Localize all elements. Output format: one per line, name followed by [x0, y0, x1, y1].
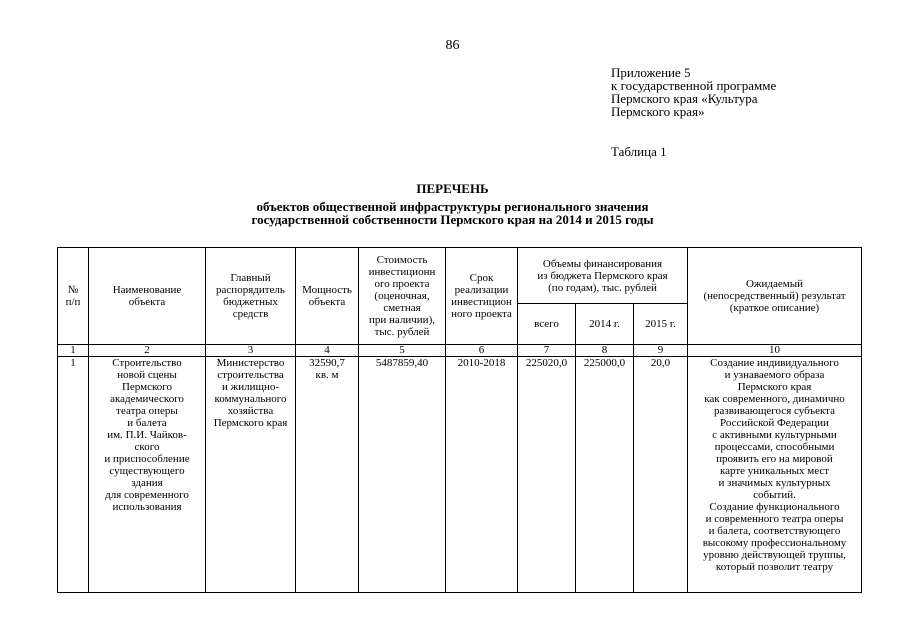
budget-manager [206, 357, 296, 593]
object-name [89, 357, 206, 593]
header-manager [206, 248, 296, 345]
result-line: и значимых культурных [718, 477, 831, 489]
result-line: с активными культурными [712, 429, 837, 441]
object-name-line: театра оперы [116, 405, 178, 417]
header-text: Наименование [112, 284, 182, 296]
column-number: 9 [634, 345, 688, 357]
header-num [58, 248, 89, 345]
project-cost: 5487859,40 [359, 357, 446, 593]
header-text: инвестиционн [368, 266, 436, 278]
header-cost [359, 248, 446, 345]
result-line: развивающегося субъекта [713, 405, 836, 417]
header-text: инвестицион [451, 296, 512, 308]
header-text: (по годам), тыс. рублей [548, 281, 657, 294]
capacity-unit: кв. м [315, 369, 339, 381]
funding-2014: 225000,0 [576, 357, 634, 593]
header-text: тыс. рублей [374, 326, 430, 338]
objects-table [57, 247, 862, 593]
header-text: сметная [383, 302, 421, 314]
column-number: 5 [359, 345, 446, 357]
budget-manager-line: строительства [217, 369, 284, 381]
header-text: Стоимость [376, 254, 428, 266]
header-text: Мощность [302, 284, 352, 296]
result-line: и современного театра оперы [705, 513, 844, 525]
budget-manager-line: и жилищно- [221, 381, 280, 393]
result-line: карте уникальных мест [719, 465, 830, 477]
object-name-line: им. П.И. Чайков- [107, 429, 187, 441]
header-text: распорядитель [216, 284, 285, 296]
appendix-line: Пермского края» [611, 104, 705, 119]
column-number: 1 [58, 345, 89, 357]
header-term [446, 248, 518, 345]
object-name-line: ского [134, 441, 160, 453]
header-funding-2014: 2014 г. [576, 304, 634, 345]
appendix-line: к государственной программе [611, 78, 777, 93]
result-line: проявить его на мировой [716, 453, 833, 465]
header-text: п/п [65, 296, 81, 308]
row-number: 1 [58, 357, 89, 593]
header-text: ого проекта [374, 278, 430, 290]
result-line: уровню действующей труппы, [703, 549, 846, 561]
document-title: ПЕРЕЧЕНЬ [416, 181, 489, 196]
column-number-row [58, 345, 862, 357]
object-name-line: для современного [105, 489, 189, 501]
result-line: Пермского края [737, 381, 812, 393]
page-number: 86 [445, 38, 460, 53]
appendix-note [611, 66, 776, 118]
column-number: 8 [576, 345, 634, 357]
result-line: Создание индивидуального [710, 357, 839, 369]
budget-manager-line: коммунального [214, 393, 287, 405]
result-line: который позволит театру [715, 561, 834, 573]
header-text: (оценочная, [374, 290, 430, 302]
header-text: объекта [308, 296, 346, 308]
header-funding-2015: 2015 г. [634, 304, 688, 345]
header-text: Объемы финансирования [542, 257, 663, 270]
object-name-line: новой сцены [117, 369, 177, 381]
header-text: Срок [469, 272, 494, 284]
budget-manager-line: хозяйства [227, 405, 274, 417]
object-name-line: и приспособление [104, 453, 190, 465]
header-name [89, 248, 206, 345]
table-row [58, 357, 862, 593]
result-line: как современного, динамично [704, 393, 845, 405]
result-line: высокому профессиональному [702, 537, 847, 549]
document-subtitle [0, 200, 905, 226]
header-funding [518, 248, 688, 304]
object-name-line: Строительство [112, 357, 182, 369]
header-text: средств [232, 308, 269, 320]
result-line: и узнаваемого образа [724, 369, 825, 381]
object-name-line: существующего [109, 465, 185, 477]
subtitle-line: государственной собственности Пермского края на 2014 и 2015 годы [251, 212, 654, 227]
header-result [688, 248, 862, 345]
header-text: (непосредственный) результат [703, 290, 846, 302]
result-line: Российской Федерации [720, 417, 829, 429]
header-text: (краткое описание) [729, 302, 820, 314]
result-line: Создание функционального [709, 501, 840, 513]
budget-manager-line: Пермского края [213, 417, 288, 429]
table-label: Таблица 1 [611, 144, 667, 159]
object-name-line: здания [131, 477, 163, 489]
result-line: событий. [753, 489, 796, 501]
column-number: 10 [688, 345, 862, 357]
expected-result [688, 357, 862, 593]
appendix-line: Приложение 5 [611, 65, 691, 80]
header-text: ного проекта [451, 308, 512, 320]
header-text: бюджетных [223, 296, 278, 308]
column-number: 2 [89, 345, 206, 357]
header-text: при наличии), [369, 314, 435, 326]
result-line: процессами, способными [714, 441, 835, 453]
object-capacity [296, 357, 359, 593]
object-name-line: Пермского [121, 381, 173, 393]
column-number: 6 [446, 345, 518, 357]
project-term: 2010-2018 [446, 357, 518, 593]
header-funding-total: всего [518, 304, 576, 345]
funding-2015: 20,0 [634, 357, 688, 593]
appendix-line: Пермского края «Культура [611, 91, 758, 106]
result-line: и балета, соответствующего [708, 525, 841, 537]
object-name-line: и балета [127, 417, 167, 429]
column-number: 4 [296, 345, 359, 357]
capacity-value: 32590,7 [309, 357, 345, 369]
header-text: из бюджета Пермского края [537, 269, 668, 282]
object-name-line: использования [112, 501, 182, 513]
header-text: № [67, 284, 79, 296]
column-number: 3 [206, 345, 296, 357]
object-name-line: академического [110, 393, 184, 405]
header-text: объекта [128, 296, 166, 308]
budget-manager-line: Министерство [216, 357, 285, 369]
column-number: 7 [518, 345, 576, 357]
header-row [58, 248, 862, 304]
header-text: Главный [230, 272, 271, 284]
header-capacity [296, 248, 359, 345]
header-text: Ожидаемый [745, 278, 804, 290]
subtitle-line: объектов общественной инфраструктуры регионального значения [256, 199, 649, 214]
header-text: реализации [454, 284, 509, 296]
funding-total: 225020,0 [518, 357, 576, 593]
